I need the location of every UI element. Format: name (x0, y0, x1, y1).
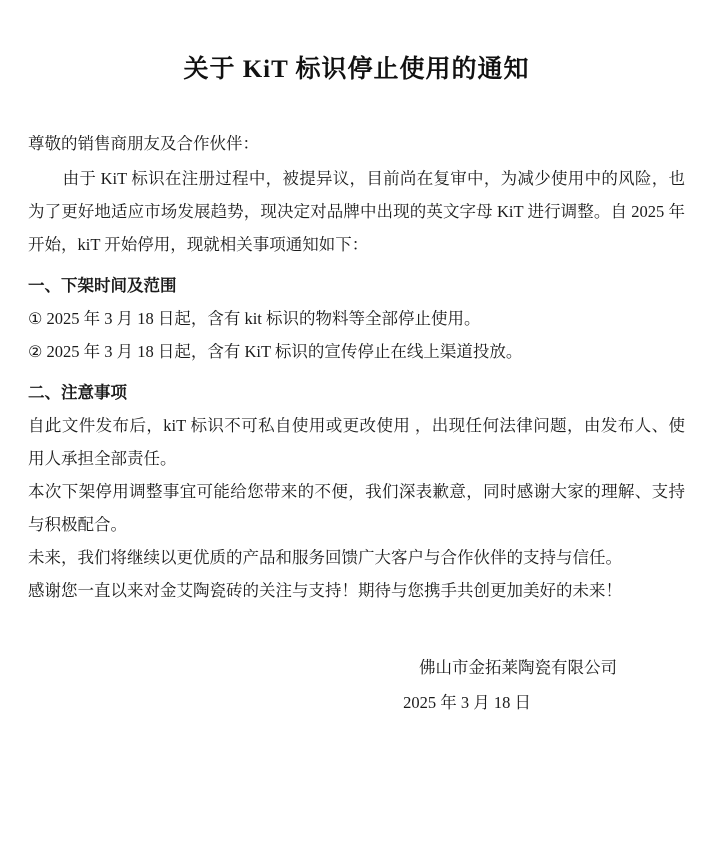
note-paragraph-1: 自此文件发布后，kiT 标识不可私自使用或更改使用 ，出现任何法律问题，由发布人、使用人承担全部责任。 (28, 416, 685, 468)
document-body (28, 127, 685, 607)
section-heading-1: 一、下架时间及范围 (28, 276, 177, 295)
page-title: 关于 KiT 标识停止使用的通知 (183, 56, 530, 83)
list-marker-1: ① (28, 309, 43, 328)
list-item (28, 335, 685, 368)
signature-date: 2025 年 3 月 18 日 (403, 692, 531, 712)
list-item (28, 302, 685, 335)
list-item-text-2: 2025 年 3 月 18 日起，含有 KiT 标识的宣传停止在线上渠道投放。 (46, 342, 523, 361)
signature-block (28, 651, 685, 720)
note-paragraph-2: 本次下架停用调整事宜可能给您带来的不便，我们深表歉意，同时感谢大家的理解、支持与积极配合。 (28, 482, 685, 534)
intro-paragraph: 由于 KiT 标识在注册过程中，被提异议，目前尚在复审中，为减少使用中的风险，也为了更好地适应市场发展趋势，现决定对品牌中出现的英文字母 KiT 进行调整。自 2025 年开始，kiT 开始停用，现就相关事项通知如下： (28, 169, 685, 254)
note-paragraph-4: 感谢您一直以来对金艾陶瓷砖的关注与支持！期待与您携手共创更加美好的未来！ (28, 581, 622, 600)
salutation: 尊敬的销售商朋友及合作伙伴： (28, 134, 259, 153)
note-paragraph-3: 未来，我们将继续以更优质的产品和服务回馈广大客户与合作伙伴的支持与信任。 (28, 548, 622, 567)
list-item-text-1: 2025 年 3 月 18 日起，含有 kit 标识的物料等全部停止使用。 (46, 309, 481, 328)
signature-company: 佛山市金拓莱陶瓷有限公司 (419, 658, 617, 677)
section-heading-2: 二、注意事项 (28, 383, 127, 402)
list-marker-2: ② (28, 342, 43, 361)
